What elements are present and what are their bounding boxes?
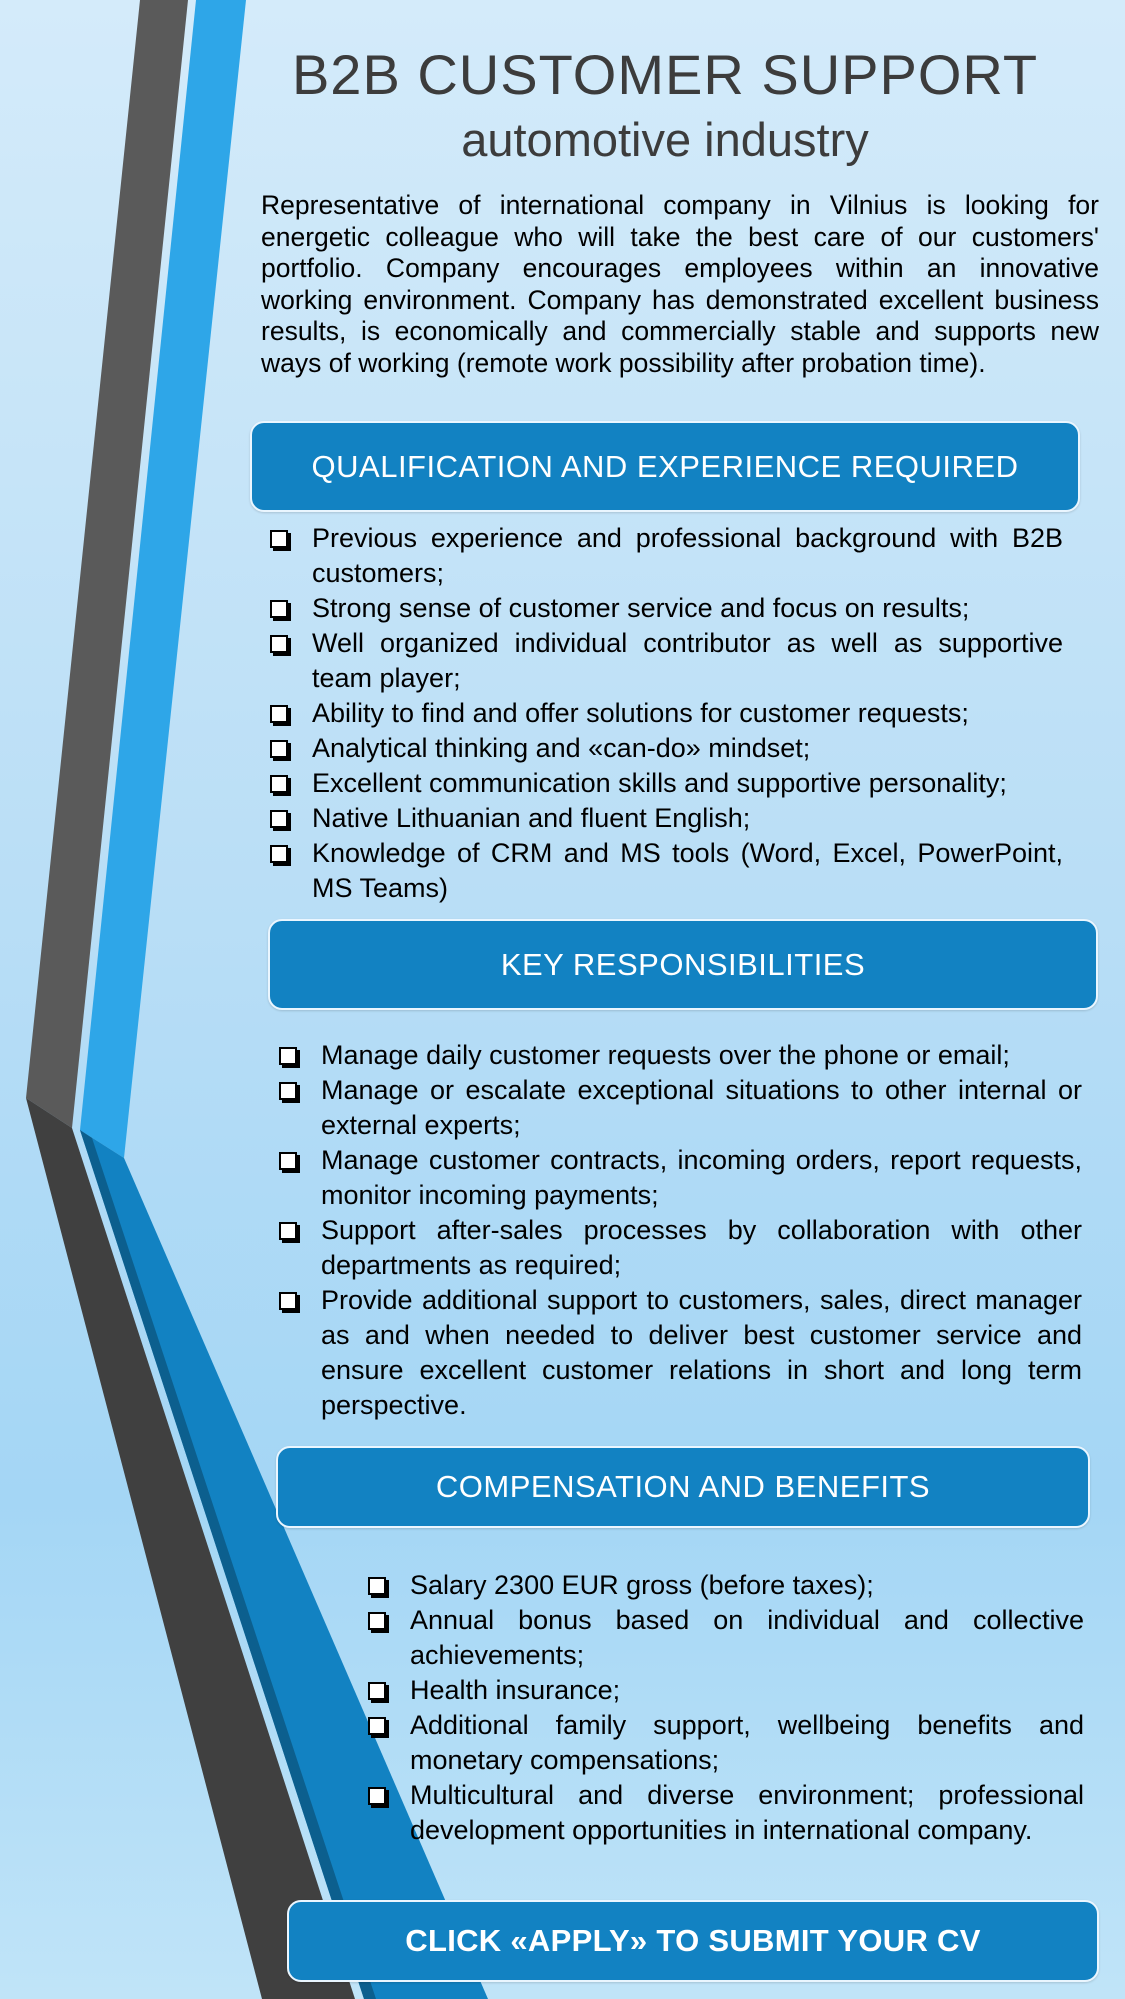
list-item: Analytical thinking and «can-do» mindset; — [266, 731, 1063, 766]
checkbox-bullet-icon — [368, 1612, 386, 1630]
apply-cta-label: CLICK «APPLY» TO SUBMIT YOUR CV — [405, 1923, 981, 1958]
list-item: Manage daily customer requests over the phone or email; — [275, 1038, 1082, 1073]
list-item: Strong sense of customer service and focus on results; — [266, 591, 1063, 626]
checkbox-bullet-icon — [270, 635, 288, 653]
list-item: Additional family support, wellbeing benefits and monetary compensations; — [364, 1708, 1084, 1778]
checkbox-bullet-icon — [270, 775, 288, 793]
list-item: Support after-sales processes by collaboration with other departments as required; — [275, 1213, 1082, 1283]
checkbox-bullet-icon — [368, 1787, 386, 1805]
checkbox-bullet-icon — [279, 1292, 297, 1310]
responsibilities-list — [275, 1038, 1082, 1423]
list-item: Manage customer contracts, incoming orders, report requests, monitor incoming payments; — [275, 1143, 1082, 1213]
checkbox-bullet-icon — [270, 530, 288, 548]
checkbox-bullet-icon — [279, 1222, 297, 1240]
list-item: Multicultural and diverse environment; professional development opportunities in international company. — [364, 1778, 1084, 1848]
list-item: Excellent communication skills and supportive personality; — [266, 766, 1063, 801]
qualifications-banner — [250, 421, 1080, 512]
page-title: B2B CUSTOMER SUPPORT — [291, 43, 1039, 106]
checkbox-bullet-icon — [270, 845, 288, 863]
checkbox-bullet-icon — [270, 740, 288, 758]
checkbox-bullet-icon — [279, 1082, 297, 1100]
list-item: Ability to find and offer solutions for customer requests; — [266, 696, 1063, 731]
checkbox-bullet-icon — [270, 600, 288, 618]
responsibilities-banner — [268, 919, 1098, 1010]
intro-paragraph: Representative of international company in Vilnius is looking for energetic colleague who will take the best care of our customers' portfolio. Company encourages employees within an innovative working environment. Company has demonstrated excellent business results, is economically and commercially stable and supports new ways of working (remote work possibility after probation time). — [261, 190, 1099, 378]
list-item: Knowledge of CRM and MS tools (Word, Excel, PowerPoint, MS Teams) — [266, 836, 1063, 906]
qualifications-list — [266, 521, 1063, 906]
benefits-list — [364, 1568, 1084, 1848]
list-item: Manage or escalate exceptional situations to other internal or external experts; — [275, 1073, 1082, 1143]
list-item: Health insurance; — [364, 1673, 1084, 1708]
list-item: Well organized individual contributor as well as supportive team player; — [266, 626, 1063, 696]
benefits-heading: COMPENSATION AND BENEFITS — [435, 1469, 931, 1504]
benefits-banner — [276, 1446, 1090, 1528]
checkbox-bullet-icon — [270, 705, 288, 723]
apply-cta-button[interactable] — [287, 1900, 1099, 1982]
checkbox-bullet-icon — [279, 1047, 297, 1065]
checkbox-bullet-icon — [279, 1152, 297, 1170]
list-item: Native Lithuanian and fluent English; — [266, 801, 1063, 836]
list-item: Salary 2300 EUR gross (before taxes); — [364, 1568, 1084, 1603]
responsibilities-heading: KEY RESPONSIBILITIES — [500, 946, 866, 982]
checkbox-bullet-icon — [368, 1717, 386, 1735]
checkbox-bullet-icon — [270, 810, 288, 828]
list-item: Previous experience and professional background with B2B customers; — [266, 521, 1063, 591]
page-subtitle: automotive industry — [461, 113, 869, 166]
list-item: Provide additional support to customers, sales, direct manager as and when needed to deliver best customer service and ensure excellent customer relations in short and long term perspective. — [275, 1283, 1082, 1423]
qualifications-heading: QUALIFICATION AND EXPERIENCE REQUIRED — [311, 448, 1019, 484]
checkbox-bullet-icon — [368, 1577, 386, 1595]
checkbox-bullet-icon — [368, 1682, 386, 1700]
list-item: Annual bonus based on individual and collective achievements; — [364, 1603, 1084, 1673]
